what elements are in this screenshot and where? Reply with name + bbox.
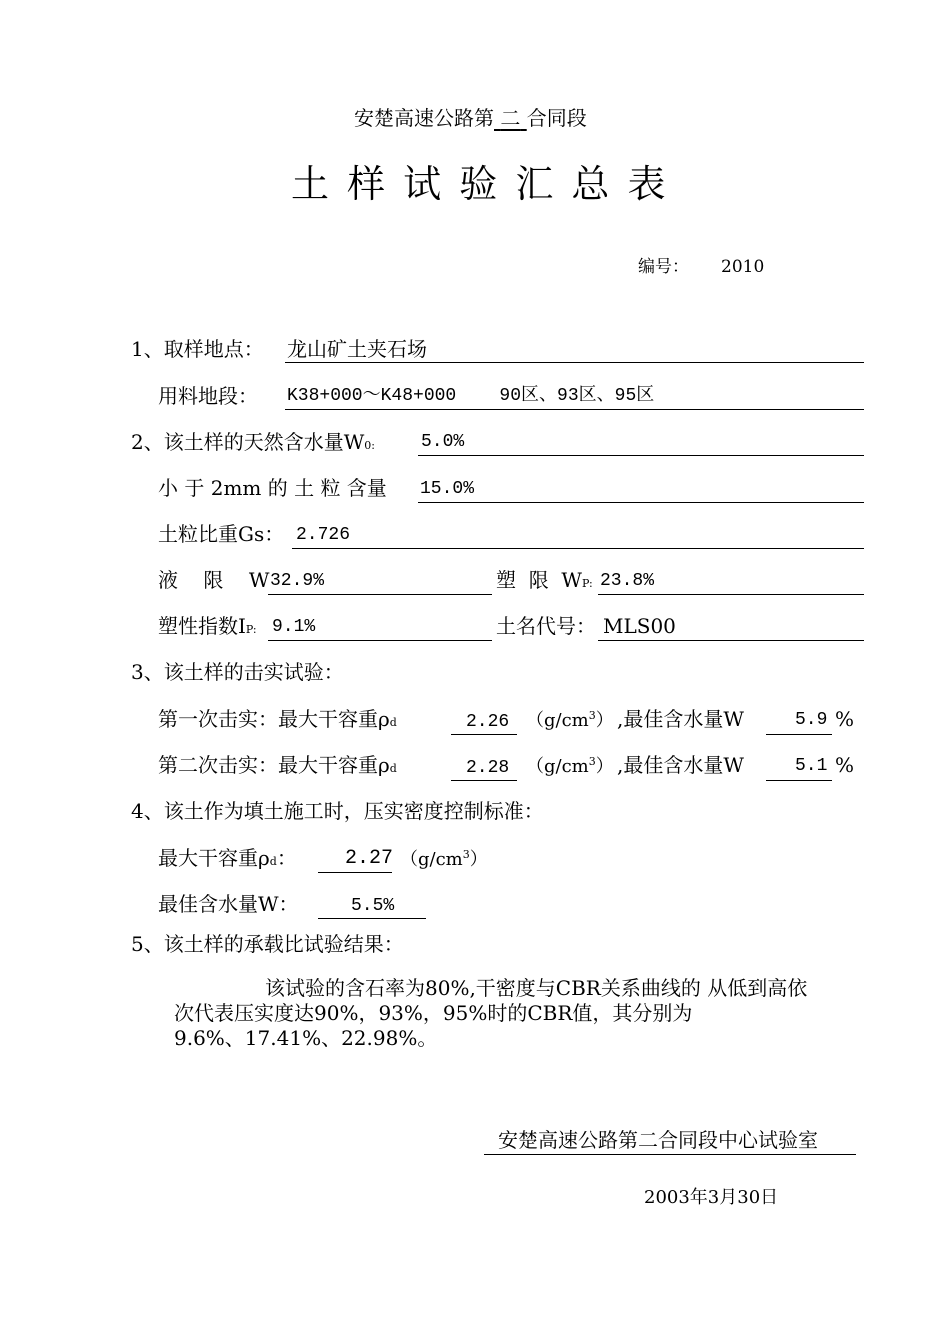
plasticity-index-label <box>158 614 257 642</box>
fine-content-label: 小 于 2mm 的 土 粒 含量 <box>158 476 387 500</box>
cbr-heading: 5、该土样的承载比试验结果： <box>131 932 404 956</box>
unit-close: ） <box>595 756 614 777</box>
compaction-test2-moisture-underline <box>766 780 832 781</box>
specific-gravity-label: 土粒比重Gs： <box>158 522 285 546</box>
plasticity-index-value: 9.1% <box>272 617 316 637</box>
number-value: 2010 <box>721 257 765 277</box>
soil-code-underline <box>598 640 864 641</box>
compaction-test2-unit <box>526 755 614 779</box>
standard-density-colon: ： <box>276 846 297 870</box>
organization-underline <box>484 1154 856 1155</box>
unit-close: ） <box>595 710 614 731</box>
compaction-test2-moisture-label: ,最佳含水量W <box>617 753 744 777</box>
compaction-test1-subscript: d <box>389 716 397 729</box>
compaction-test1-density-underline <box>451 734 517 735</box>
specific-gravity-underline <box>292 548 864 549</box>
compaction-test2-percent: % <box>835 753 855 777</box>
compaction-test2-subscript: d <box>389 762 397 775</box>
unit-superscript: 3 <box>588 755 596 768</box>
plastic-limit-underline <box>598 594 864 595</box>
specific-gravity-value: 2.726 <box>296 525 351 545</box>
unit-open: （g/cm <box>526 756 589 777</box>
moisture-label <box>131 430 375 458</box>
compaction-test1-label <box>158 707 397 735</box>
plastic-limit-label <box>496 568 593 596</box>
liquid-limit-value: 32.9% <box>270 571 325 591</box>
moisture-label-text: 2、该土样的天然含水量W <box>131 430 365 454</box>
contract-section-number <box>494 106 527 130</box>
standard-density-subscript: d <box>269 855 277 868</box>
cbr-result-line1: 该试验的含石率为80%,干密度与CBR关系曲线的 从低到高依 <box>265 976 808 1000</box>
liquid-limit-label: 液 限 W <box>158 568 270 592</box>
standard-moisture-label: 最佳含水量W： <box>158 892 299 916</box>
moisture-subscript: 0: <box>364 439 375 452</box>
unit-superscript: 3 <box>462 848 470 861</box>
standard-moisture-underline <box>318 918 426 919</box>
standard-moisture-value: 5.5% <box>351 896 395 916</box>
moisture-value: 5.0% <box>421 432 465 452</box>
standard-density-label-text: 最大干容重ρ <box>158 846 270 870</box>
usage-underline <box>285 409 864 410</box>
soil-code-value: MLS00 <box>603 614 676 638</box>
moisture-underline <box>418 455 864 456</box>
standard-density-underline <box>318 872 392 873</box>
unit-superscript: 3 <box>588 709 596 722</box>
plastic-limit-subscript: P: <box>582 577 593 590</box>
compaction-test1-moisture-label: ,最佳含水量W <box>617 707 744 731</box>
unit-open: （g/cm <box>400 849 463 870</box>
fine-content-value: 15.0% <box>420 479 475 499</box>
standard-density-unit <box>400 848 488 872</box>
compaction-test1-density: 2.26 <box>466 712 510 732</box>
plasticity-index-underline <box>268 640 492 641</box>
plasticity-index-label-text: 塑性指数I <box>158 614 246 638</box>
location-label: 1、取样地点： <box>131 337 264 361</box>
organization-name: 安楚高速公路第二合同段中心试验室 <box>498 1128 818 1152</box>
compaction-heading: 3、该土样的击实试验： <box>131 660 344 684</box>
unit-close: ） <box>469 849 488 870</box>
compaction-test2-moisture: 5.1 <box>795 756 828 776</box>
standard-density-value: 2.27 <box>345 847 394 870</box>
standard-density-label <box>158 846 297 874</box>
soil-code-label: 土名代号： <box>496 614 596 638</box>
fine-content-underline <box>418 502 864 503</box>
compaction-test1-unit <box>526 709 614 733</box>
contract-section-value: 二 <box>500 106 521 130</box>
plasticity-index-subscript: P: <box>245 623 257 636</box>
usage-value: K38+000～K48+000 90区、93区、95区 <box>287 386 655 406</box>
contract-suffix: 合同段 <box>526 106 587 130</box>
contract-section-line <box>354 106 587 130</box>
compaction-test1-moisture-underline <box>766 734 832 735</box>
location-value: 龙山矿土夹石场 <box>287 337 427 361</box>
standard-heading: 4、该土作为填土施工时，压实密度控制标准： <box>131 799 544 823</box>
plastic-limit-value: 23.8% <box>600 571 655 591</box>
compaction-test2-density-underline <box>451 780 517 781</box>
report-date: 2003年3月30日 <box>644 1187 779 1208</box>
cbr-result-line2: 次代表压实度达90%，93%，95%时的CBR值，其分别为 <box>174 1001 693 1025</box>
page-title: 土 样 试 验 汇 总 表 <box>291 162 669 206</box>
compaction-test2-label-text: 第二次击实：最大干容重ρ <box>158 753 390 777</box>
usage-label: 用料地段： <box>158 384 258 408</box>
compaction-test1-label-text: 第一次击实：最大干容重ρ <box>158 707 390 731</box>
cbr-result-line3: 9.6%、17.41%、22.98%。 <box>174 1026 438 1050</box>
compaction-test1-moisture: 5.9 <box>795 710 828 730</box>
unit-open: （g/cm <box>526 710 589 731</box>
contract-prefix: 安楚高速公路第 <box>354 106 494 130</box>
compaction-test2-label <box>158 753 397 781</box>
compaction-test2-density: 2.28 <box>466 758 510 778</box>
plastic-limit-label-text: 塑 限 W <box>496 568 582 592</box>
number-label: 编号： <box>638 257 689 277</box>
liquid-limit-underline <box>268 594 492 595</box>
location-underline <box>285 362 864 363</box>
compaction-test1-percent: % <box>835 707 855 731</box>
